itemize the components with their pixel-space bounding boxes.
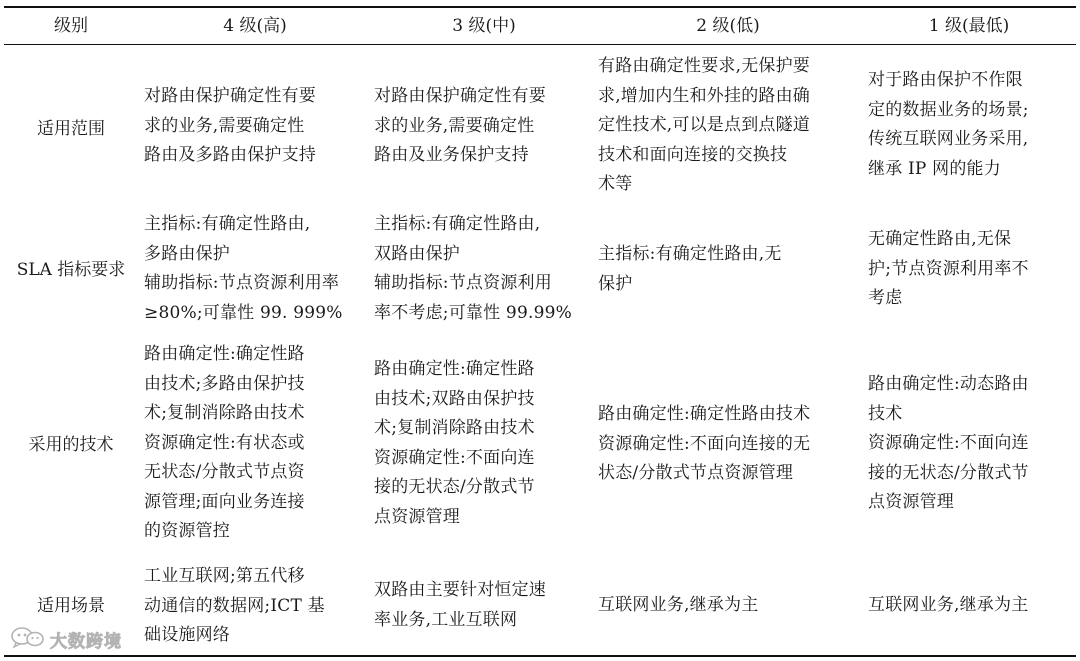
table-header-rule: [4, 44, 1076, 45]
row-label-sla: SLA 指标要求: [16, 260, 126, 280]
cell-scenario-level3: 双路由主要针对恒定速 率业务,工业互联网: [374, 580, 546, 630]
header-level: 级别: [54, 16, 88, 36]
cell-sla-level2: 主指标:有确定性路由,无 保护: [598, 244, 782, 294]
cell-scope-level4: 对路由保护确定性有要 求的业务,需要确定性 路由及多路由保护支持: [144, 86, 316, 165]
cell-tech-level2: 路由确定性:确定性路由技术 资源确定性:不面向连接的无 状态/分散式节点资源管理: [598, 404, 811, 483]
row-label-scope: 适用范围: [37, 119, 105, 139]
cell-scope-level2: 有路由确定性要求,无保护要 求,增加内生和外挂的路由确 定性技术,可以是点到点隧道 技术和面向连接的交换技 术等: [598, 56, 811, 194]
header-level-1: 1 级(最低): [928, 16, 1010, 36]
cell-tech-level3: 路由确定性:确定性路 由技术;双路由保护技 术;复制消除路由技术 资源确定性:不面向连 接的无状态/分散式节 点资源管理: [374, 359, 535, 527]
cell-tech-level1: 路由确定性:动态路由 技术 资源确定性:不面向连 接的无状态/分散式节 点资源管理: [868, 374, 1029, 512]
cell-scope-level1: 对于路由保护不作限 定的数据业务的场景; 传统互联网业务采用, 继承 IP 网的能力: [868, 70, 1029, 179]
wechat-logo-icon: [10, 625, 46, 653]
watermark-text: 大数跨境: [50, 631, 122, 652]
cell-scenario-level4: 工业互联网;第五代移 动通信的数据网;ICT 基 础设施网络: [144, 566, 325, 645]
table-top-rule: [4, 6, 1076, 8]
cell-scenario-level1: 互联网业务,继承为主: [868, 595, 1029, 615]
row-label-scenario: 适用场景: [37, 596, 105, 616]
header-level-4: 4 级(高): [223, 16, 287, 36]
cell-sla-level4: 主指标:有确定性路由, 多路由保护 辅助指标:节点资源利用率 ≥80%;可靠性 99. 999%: [144, 214, 343, 323]
header-level-2: 2 级(低): [696, 16, 760, 36]
header-level-3: 3 级(中): [452, 16, 516, 36]
cell-tech-level4: 路由确定性:确定性路 由技术;多路由保护技 术;复制消除路由技术 资源确定性:有状态或 无状态/分散式节点资 源管理;面向业务连接 的资源管控: [144, 344, 305, 541]
watermark: [10, 626, 122, 652]
cell-sla-level3: 主指标:有确定性路由, 双路由保护 辅助指标:节点资源利用 率不考虑;可靠性 99.99%: [374, 214, 572, 323]
cell-sla-level1: 无确定性路由,无保 护;节点资源利用率不 考虑: [868, 229, 1029, 308]
row-label-technology: 采用的技术: [28, 435, 114, 455]
cell-scenario-level2: 互联网业务,继承为主: [598, 595, 759, 615]
cell-scope-level3: 对路由保护确定性有要 求的业务,需要确定性 路由及业务保护支持: [374, 86, 546, 165]
table-bottom-rule: [4, 655, 1076, 657]
